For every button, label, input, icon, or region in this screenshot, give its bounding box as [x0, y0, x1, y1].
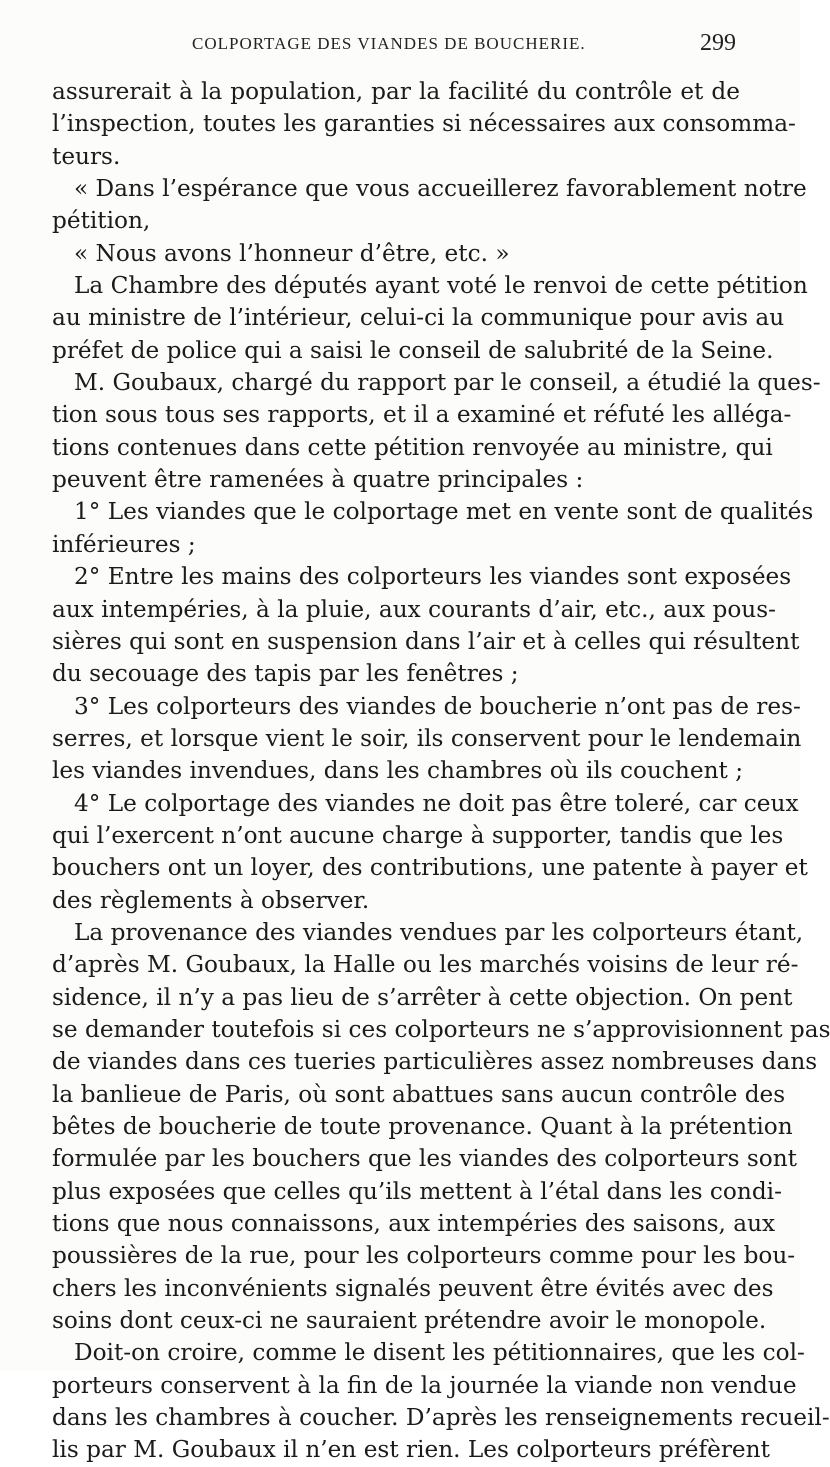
text-line: qui l’exercent n’ont aucune charge à supporter, tandis que les	[52, 821, 784, 849]
page-number: 299	[700, 30, 736, 56]
text-line: la banlieue de Paris, où sont abattues sans aucun contrôle des	[52, 1080, 786, 1108]
text-line: assurerait à la population, par la facilité du contrôle et de	[52, 78, 740, 105]
text-line: 3° Les colporteurs des viandes de boucherie n’ont pas de res-	[74, 692, 801, 720]
text-line: tions que nous connaissons, aux intempéries des saisons, aux	[52, 1210, 776, 1238]
text-line: dans les chambres à coucher. D’après les renseignements recueil-	[52, 1404, 830, 1432]
page-header	[52, 30, 748, 70]
text-line: inférieures ;	[52, 530, 196, 558]
text-line: tion sous tous ses rapports, et il a examiné et réfuté les alléga-	[52, 401, 792, 429]
text-line: soins dont ceux-ci ne sauraient prétendre avoir le monopole.	[52, 1307, 767, 1335]
text-line: sières qui sont en suspension dans l’air et à celles qui résultent	[52, 627, 800, 655]
text-line: chers les inconvénients signalés peuvent être évités avec des	[52, 1274, 774, 1302]
text-line: l’inspection, toutes les garanties si nécessaires aux consomma-	[52, 110, 796, 138]
body-text	[52, 76, 830, 1467]
text-line: préfet de police qui a saisi le conseil de salubrité de la Seine.	[52, 336, 774, 364]
text-line: « Dans l’espérance que vous accueillerez favorablement notre	[74, 175, 807, 203]
text-line: M. Goubaux, chargé du rapport par le conseil, a étudié la ques-	[74, 369, 821, 397]
text-line: 2° Entre les mains des colporteurs les viandes sont exposées	[74, 563, 792, 591]
text-line: 1° Les viandes que le colportage met en vente sont de qualités	[74, 498, 814, 526]
text-line: tions contenues dans cette pétition renvoyée au ministre, qui	[52, 433, 773, 461]
text-line: se demander toutefois si ces colporteurs ne s’approvisionnent pas	[52, 1015, 830, 1043]
text-line: les viandes invendues, dans les chambres où ils couchent ;	[52, 757, 744, 785]
text-line: 4° Le colportage des viandes ne doit pas être toleré, car ceux	[74, 789, 799, 817]
text-line: poussières de la rue, pour les colporteurs comme pour les bou-	[52, 1242, 796, 1270]
text-line: des règlements à observer.	[52, 886, 370, 914]
text-line: au ministre de l’intérieur, celui-ci la communique pour avis au	[52, 304, 785, 332]
running-title: COLPORTAGE DES VIANDES DE BOUCHERIE.	[192, 34, 586, 53]
text-line: La provenance des viandes vendues par les colporteurs étant,	[74, 918, 804, 946]
text-line: teurs.	[52, 142, 121, 170]
text-line: pétition,	[52, 207, 151, 235]
text-line: Doit-on croire, comme le disent les pétitionnaires, que les col-	[74, 1339, 805, 1367]
text-line: lis par M. Goubaux il n’en est rien. Les colporteurs préfèrent	[52, 1436, 770, 1464]
text-line: La Chambre des députés ayant voté le renvoi de cette pétition	[74, 272, 808, 300]
text-line: bêtes de boucherie de toute provenance. Quant à la prétention	[52, 1113, 793, 1140]
text-line: bouchers ont un loyer, des contributions, une patente à payer et	[52, 854, 808, 882]
text-line: formulée par les bouchers que les viandes des colporteurs sont	[52, 1145, 797, 1173]
text-line: « Nous avons l’honneur d’être, etc. »	[74, 239, 510, 267]
text-line: peuvent être ramenées à quatre principales :	[52, 466, 584, 494]
text-line: aux intempéries, à la pluie, aux courants d’air, etc., aux pous-	[52, 595, 776, 623]
text-line: serres, et lorsque vient le soir, ils conservent pour le lendemain	[52, 724, 802, 752]
text-line: porteurs conservent à la fin de la journée la viande non vendue	[52, 1371, 797, 1399]
text-line: sidence, il n’y a pas lieu de s’arrêter à cette objection. On pent	[52, 983, 793, 1011]
text-line: de viandes dans ces tueries particulières assez nombreuses dans	[52, 1048, 818, 1076]
text-line: du secouage des tapis par les fenêtres ;	[52, 660, 519, 688]
text-line: d’après M. Goubaux, la Halle ou les marchés voisins de leur ré-	[52, 951, 799, 979]
text-line: plus exposées que celles qu’ils mettent à l’étal dans les condi-	[52, 1177, 782, 1205]
